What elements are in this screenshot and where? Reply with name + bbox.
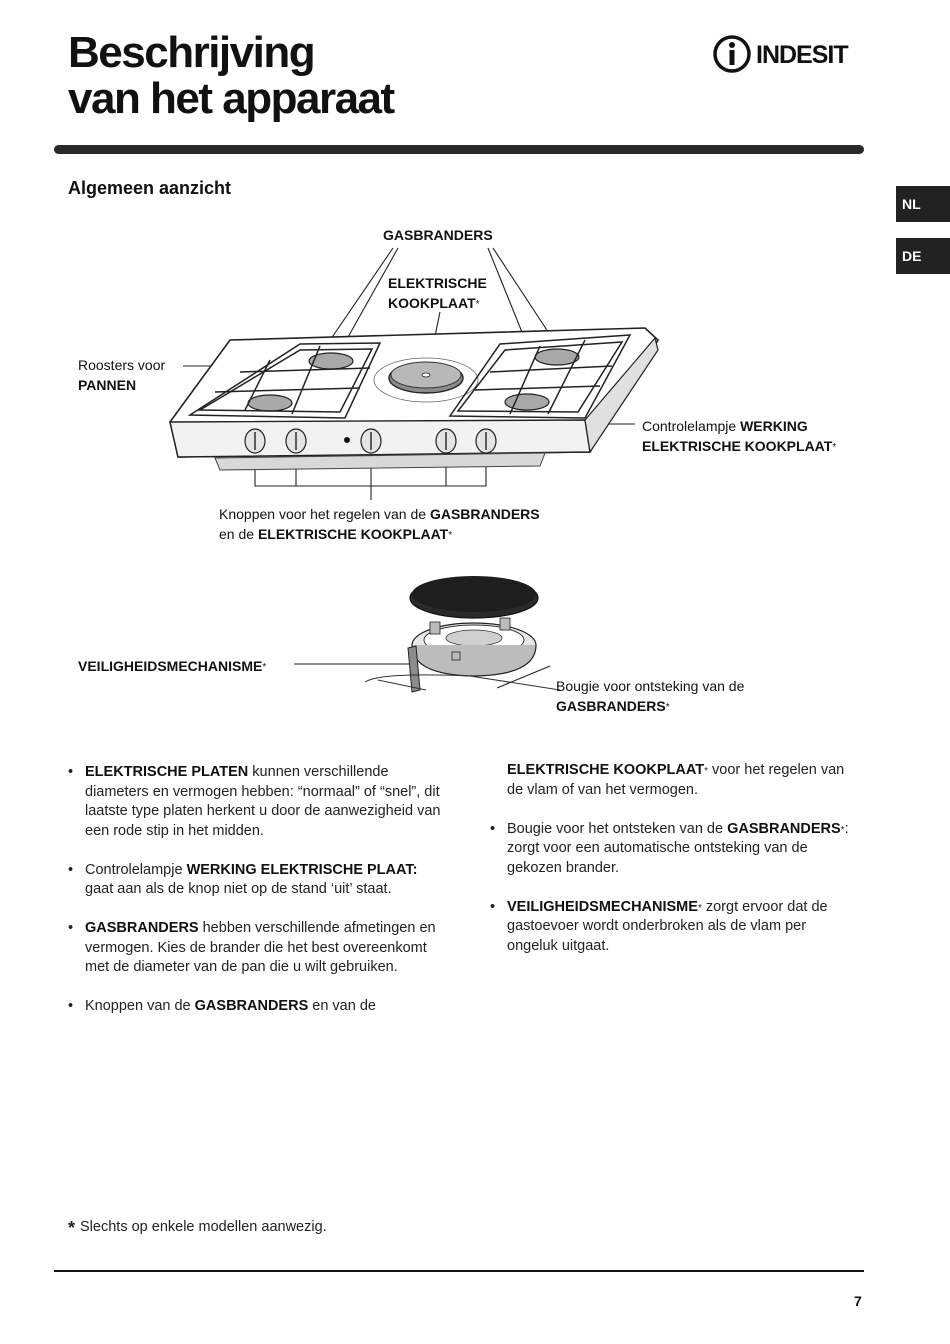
bullet-bold: GASBRANDERS bbox=[727, 820, 841, 837]
label-control-bold1: WERKING bbox=[740, 418, 808, 434]
title-line-1: Beschrijving bbox=[68, 28, 315, 77]
label-controlelampje bbox=[642, 417, 836, 456]
label-knoppen bbox=[219, 505, 540, 544]
bullet-mark: • bbox=[68, 920, 74, 936]
label-knobs-bold2: ELEKTRISCHE KOOKPLAAT bbox=[257, 525, 449, 542]
indicator-lamp bbox=[344, 437, 350, 443]
label-knobs-bold1: GASBRANDERS bbox=[429, 506, 540, 522]
language-tab-de[interactable]: DE bbox=[896, 238, 950, 274]
asterisk: * bbox=[665, 701, 670, 713]
label-elektrische-line1: ELEKTRISCHE bbox=[388, 275, 487, 291]
left-column bbox=[68, 763, 448, 1036]
bullet-text: hebben verschillende afmetingen en vermogen. Kies de brander die het best overeenkomt met de diameter van de pan die u wilt gebruiken. bbox=[85, 920, 436, 975]
bullet-controlelampje bbox=[68, 861, 448, 900]
label-gasbranders-text: GASBRANDERS bbox=[383, 227, 493, 243]
bullet-mark: • bbox=[68, 861, 74, 878]
bullet-mark: • bbox=[68, 764, 74, 780]
footnote bbox=[68, 1218, 327, 1239]
asterisk: * bbox=[262, 662, 267, 673]
bullet-bold: VEILIGHEIDSMECHANISME bbox=[507, 898, 698, 915]
bullet-continuation-kookplaat bbox=[490, 761, 860, 800]
bullet-bold: WERKING ELEKTRISCHE PLAAT: bbox=[186, 861, 418, 878]
label-roosters bbox=[78, 356, 165, 395]
asterisk: * bbox=[697, 902, 702, 914]
label-elektrische-line2: KOOKPLAAT bbox=[388, 294, 476, 311]
asterisk: * bbox=[448, 529, 453, 541]
bullet-knoppen bbox=[68, 997, 448, 1017]
bullet-text: voor het regelen van de vlam of van het vermogen. bbox=[507, 762, 845, 798]
bullet-mark: • bbox=[68, 998, 74, 1014]
footnote-text: Slechts op enkele modellen aanwezig. bbox=[80, 1219, 327, 1235]
label-control-pre: Controlelampje bbox=[642, 418, 741, 434]
asterisk: * bbox=[704, 766, 709, 777]
bullet-bougie bbox=[490, 820, 860, 879]
language-tab-nl[interactable]: NL bbox=[896, 186, 950, 222]
footer-divider bbox=[54, 1270, 864, 1272]
section-title: Algemeen aanzicht bbox=[68, 178, 232, 198]
bullet-text: gaat aan als de knop niet op de stand ‘uit’ staat. bbox=[85, 881, 392, 897]
bullet-gasbranders bbox=[68, 919, 448, 978]
bullet-mark: • bbox=[490, 820, 496, 837]
label-knobs-mid: en de bbox=[219, 525, 258, 542]
label-roosters-line1: Roosters voor bbox=[78, 357, 166, 373]
label-knobs-pre: Knoppen voor het regelen van de bbox=[219, 506, 430, 522]
right-column bbox=[490, 761, 860, 976]
label-gasbranders bbox=[383, 226, 493, 246]
bullet-bold: ELEKTRISCHE PLATEN bbox=[85, 764, 249, 780]
bullet-text: en van de bbox=[308, 998, 376, 1014]
bullet-veiligheidsmechanisme bbox=[490, 898, 860, 957]
bullet-pre: Knoppen van de bbox=[85, 998, 195, 1014]
bullet-bold: GASBRANDERS bbox=[85, 920, 199, 936]
bullet-bold: GASBRANDERS bbox=[194, 998, 309, 1014]
burner-detail bbox=[365, 576, 560, 692]
bullet-text: : zorgt voor een automatische ontsteking van de gekozen brander. bbox=[507, 820, 849, 876]
bullet-text: zorgt ervoor dat de gastoevoer wordt onderbroken als de vlam per ongeluk uitgaat. bbox=[507, 898, 828, 954]
label-bougie bbox=[556, 677, 744, 716]
bullet-pre: Controlelampje bbox=[85, 861, 187, 878]
label-roosters-line2: PANNEN bbox=[78, 376, 137, 393]
label-control-bold2: ELEKTRISCHE KOOKPLAAT bbox=[642, 437, 833, 454]
title-line-2: van het apparaat bbox=[68, 74, 394, 123]
hob-body bbox=[170, 328, 658, 470]
bullet-elektrische-platen bbox=[68, 763, 448, 841]
label-veiligheid-text: VEILIGHEIDSMECHANISME bbox=[78, 658, 263, 674]
label-bougie-line1: Bougie voor ontsteking van de bbox=[556, 678, 745, 694]
asterisk: * bbox=[832, 441, 837, 453]
bullet-bold: ELEKTRISCHE KOOKPLAAT bbox=[507, 762, 705, 778]
page-number: 7 bbox=[854, 1293, 862, 1309]
logo-wordmark: INDESIT bbox=[756, 41, 848, 69]
bullet-pre: Bougie voor het ontsteken van de bbox=[507, 820, 728, 837]
footnote-star: * bbox=[68, 1218, 76, 1238]
label-veiligheidsmechanisme bbox=[78, 657, 266, 677]
asterisk: * bbox=[475, 298, 480, 310]
label-elektrische-kookplaat bbox=[388, 274, 487, 313]
bullet-text: kunnen verschillende diameters en vermogen hebben: “normaal” of “snel”, dit laatste type platen herkent u door de aanwezigheid van een rode stip in het midden. bbox=[85, 764, 441, 839]
label-bougie-line2: GASBRANDERS bbox=[556, 697, 666, 714]
asterisk: * bbox=[840, 824, 845, 836]
bullet-mark: • bbox=[490, 898, 496, 915]
